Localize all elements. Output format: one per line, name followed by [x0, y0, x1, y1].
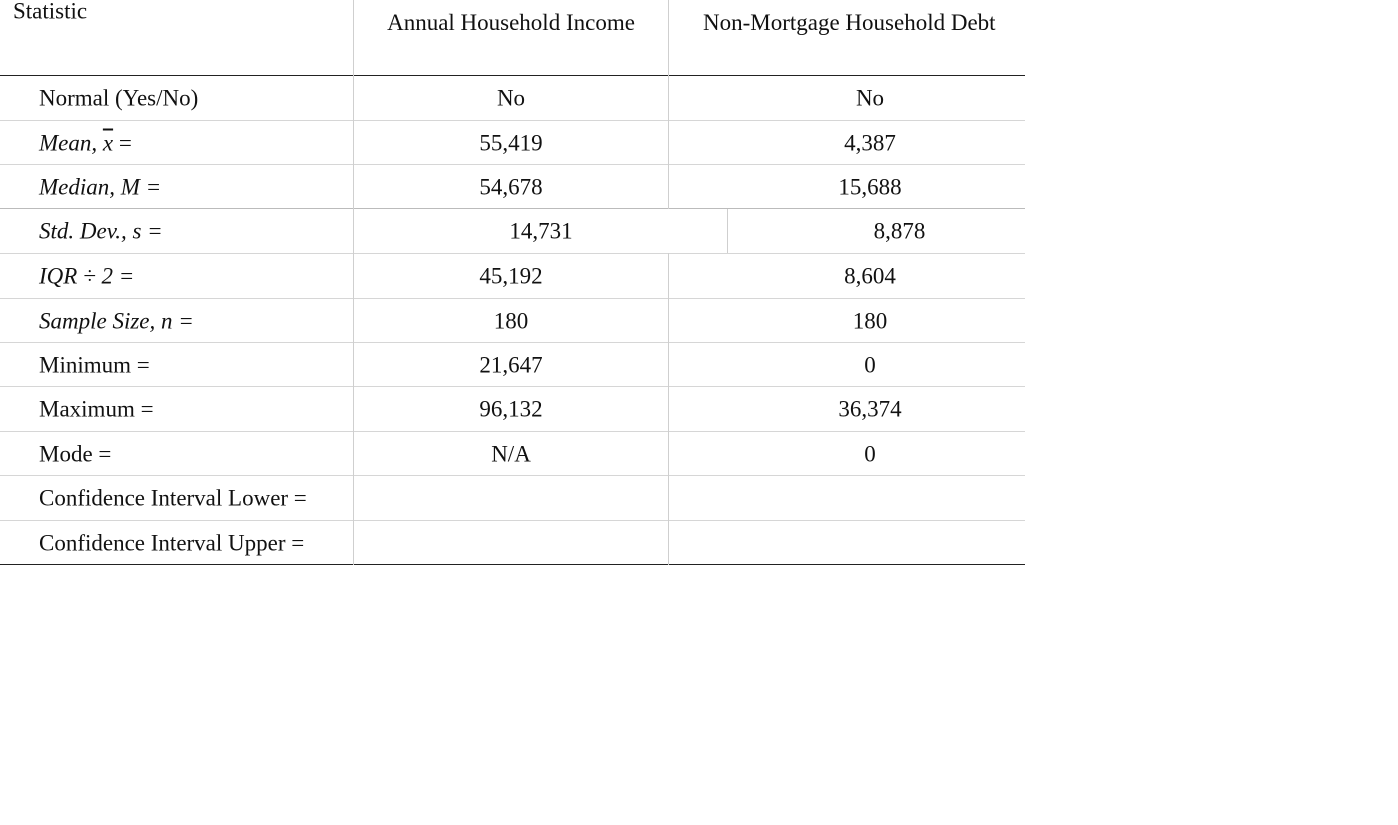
value-debt: 8,604	[844, 263, 896, 289]
row-label: Normal (Yes/No)	[39, 85, 199, 111]
value-debt	[669, 521, 1025, 564]
column-divider	[727, 209, 728, 253]
table-row	[0, 121, 1025, 164]
value-debt: 36,374	[838, 396, 902, 422]
value-income: 180	[493, 308, 529, 333]
table-header-row	[0, 0, 1025, 75]
value-debt: 0	[864, 441, 876, 466]
row-label	[0, 121, 353, 164]
table-row	[0, 209, 1025, 253]
value-debt: 15,688	[838, 174, 902, 199]
row-label: Confidence Interval Lower =	[39, 485, 307, 511]
row-label: IQR ÷ 2 =	[39, 263, 135, 289]
value-income: 96,132	[479, 396, 543, 422]
value-income: 21,647	[479, 352, 543, 377]
table-row	[0, 432, 1025, 475]
label-mean: Mean,	[39, 130, 103, 155]
row-label: Confidence Interval Upper =	[39, 530, 305, 555]
value-income	[354, 521, 668, 564]
column-divider	[353, 0, 354, 565]
table-row	[0, 521, 1025, 564]
value-income: 14,731	[509, 218, 573, 244]
label-xbar: $\overline{x}$	[102, 130, 114, 155]
value-debt	[669, 476, 1025, 520]
header-statistic: Statistic	[13, 0, 88, 24]
table-row	[0, 165, 1025, 208]
column-divider	[668, 0, 669, 209]
row-label: Sample Size, n =	[39, 308, 194, 333]
column-divider	[668, 253, 669, 565]
value-debt: No	[855, 85, 885, 111]
value-debt: 180	[852, 308, 888, 333]
value-debt: 0	[864, 352, 876, 377]
header-annual-income: Annual Household Income	[387, 10, 635, 35]
table-row	[0, 476, 1025, 520]
row-label: Median, M =	[39, 174, 162, 199]
table-row	[0, 254, 1025, 298]
value-income: 54,678	[479, 174, 543, 199]
table-bottom-border	[0, 564, 1025, 565]
label-equals: =	[113, 130, 132, 155]
row-label: Minimum =	[39, 352, 150, 377]
value-income: No	[496, 85, 526, 111]
row-label: Std. Dev., s =	[39, 218, 163, 244]
table-row	[0, 299, 1025, 342]
value-debt: 4,387	[844, 130, 896, 155]
header-non-mortgage-debt: Non-Mortgage Household Debt	[703, 10, 996, 35]
table-row	[0, 387, 1025, 431]
value-income	[354, 476, 668, 520]
value-debt: 8,878	[873, 218, 926, 244]
row-label: Mode =	[39, 441, 112, 466]
value-income: N/A	[491, 441, 531, 466]
table-row	[0, 76, 1025, 120]
row-label: Maximum =	[39, 396, 154, 422]
value-income: 55,419	[479, 130, 543, 155]
table-row	[0, 343, 1025, 386]
value-income: 45,192	[479, 263, 543, 289]
